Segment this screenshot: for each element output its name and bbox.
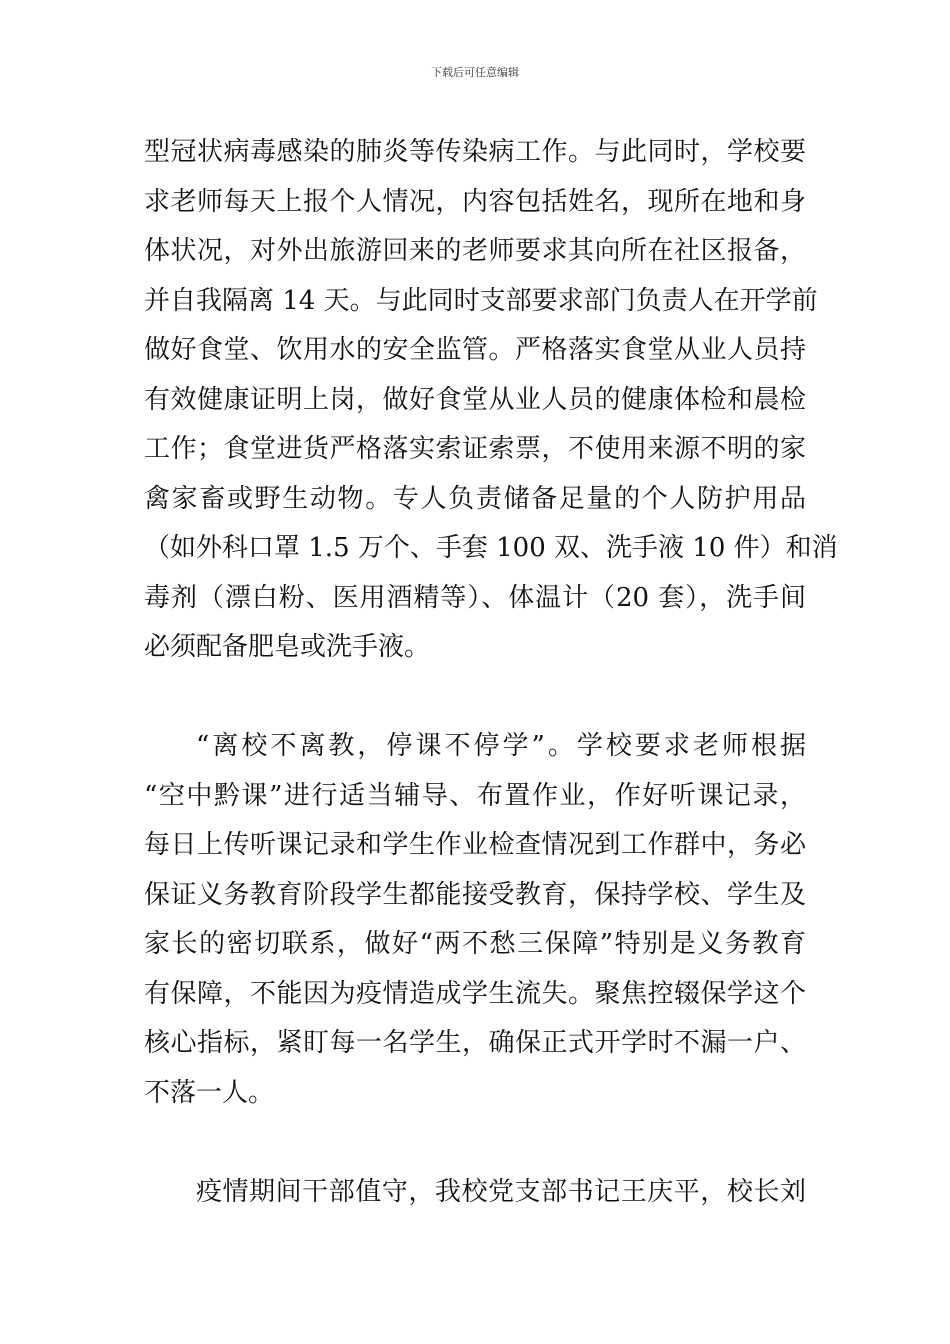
paragraph-line: “离校不离教，停课不停学”。学校要求老师根据	[196, 731, 806, 761]
paragraph-line: （如外科口罩 1.5 万个、手套 100 双、洗手液 10 件）和消	[144, 533, 838, 563]
paragraph-line: 有保障，不能因为疫情造成学生流失。聚焦控辍保学这个	[144, 978, 806, 1009]
paragraph-line: 毒剂（漂白粉、医用酒精等）、体温计（20 套），洗手间	[144, 582, 806, 613]
paragraph-line: 禽家畜或野生动物。专人负责储备足量的个人防护用品	[144, 483, 806, 514]
paragraph-line: 必须配备肥皂或洗手液。	[144, 632, 431, 662]
paragraph-line: 体状况，对外出旅游回来的老师要求其向所在社区报备，	[144, 236, 806, 266]
paragraph-line: 核心指标，紧盯每一名学生，确保正式开学时不漏一户、	[144, 1028, 806, 1058]
paragraph-line: 家长的密切联系，做好“两不愁三保障”特别是义务教育	[144, 929, 806, 959]
paragraph-line: 保证义务教育阶段学生都能接受教育，保持学校、学生及	[144, 879, 806, 910]
paragraph-2	[144, 722, 806, 1118]
paragraph-1	[144, 128, 838, 673]
paragraph-line: 做好食堂、饮用水的安全监管。严格落实食堂从业人员持	[144, 335, 806, 365]
paragraph-line: 有效健康证明上岗，做好食堂从业人员的健康体检和晨检	[144, 384, 806, 415]
page-header: 下载后可任意编辑	[431, 66, 519, 79]
paragraph-line: 型冠状病毒感染的肺炎等传染病工作。与此同时，学校要	[144, 137, 806, 167]
paragraph-3	[144, 1168, 806, 1218]
paragraph-line: 求老师每天上报个人情况，内容包括姓名，现所在地和身	[144, 186, 806, 217]
paragraph-gap	[144, 1118, 806, 1168]
paragraph-line: 不落一人。	[144, 1077, 275, 1108]
paragraph-line: 每日上传听课记录和学生作业检查情况到工作群中，务必	[144, 830, 806, 860]
document-body	[144, 128, 838, 1217]
paragraph-gap	[144, 673, 806, 723]
paragraph-line: 并自我隔离 14 天。与此同时支部要求部门负责人在开学前	[144, 285, 818, 316]
paragraph-line: “空中黔课”进行适当辅导、布置作业，作好听课记录，	[144, 780, 806, 811]
paragraph-line: 疫情期间干部值守，我校党支部书记王庆平，校长刘	[196, 1176, 806, 1207]
paragraph-line: 工作；食堂进货严格落实索证索票，不使用来源不明的家	[144, 434, 806, 464]
